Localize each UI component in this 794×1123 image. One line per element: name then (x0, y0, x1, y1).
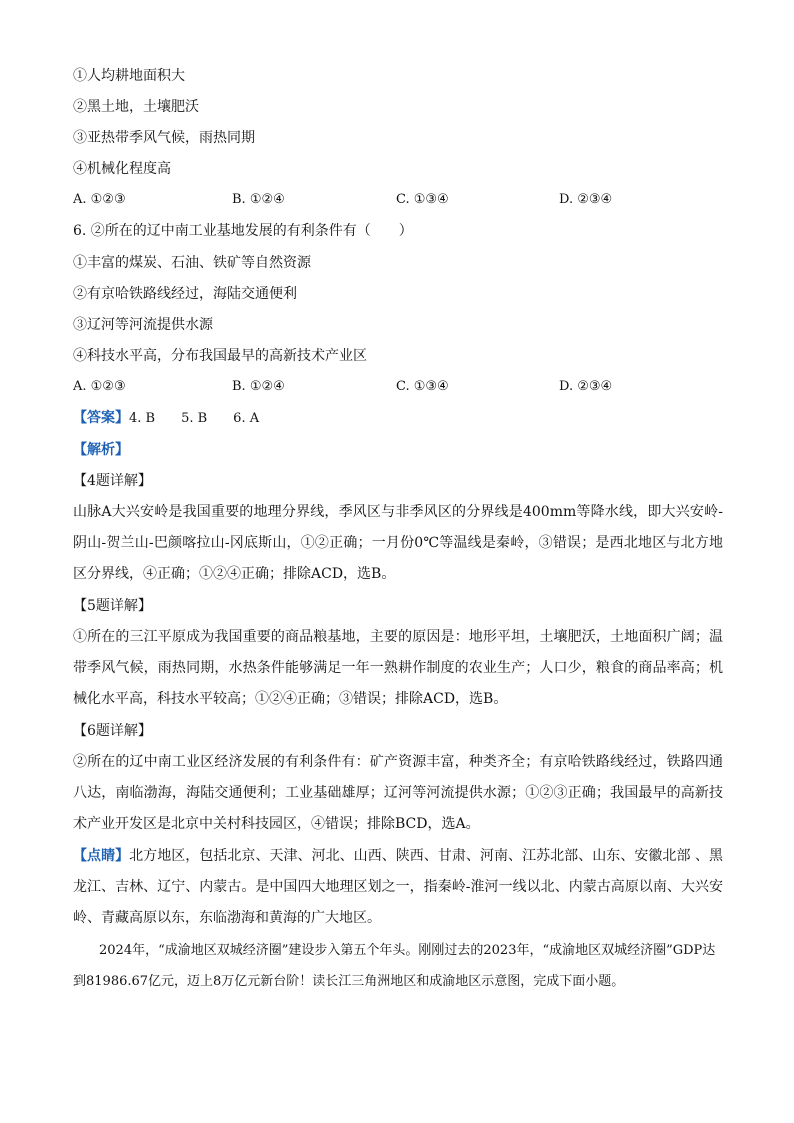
q5-choice-d: D. ②③④ (559, 192, 613, 207)
q6-choice-a: A. ①②③ (73, 379, 126, 394)
q6-item-2: ②有京哈铁路线经过，海陆交通便利 (73, 286, 297, 302)
q6-choice-d: D. ②③④ (559, 379, 613, 394)
q5-option-4: ④机械化程度高 (73, 161, 171, 177)
q6-item-3: ③辽河等河流提供水源 (73, 317, 213, 333)
q6-item-4: ④科技水平高，分布我国最早的高新技术产业区 (73, 348, 367, 364)
dianjing-label: 【点睛】 (73, 848, 130, 864)
q6-detail-text: ②所在的辽中南工业区经济发展的有利条件有：矿产资源丰富，种类齐全；有京哈铁路线经过，铁路四通八达，南临渤海，海陆交通便利；工业基础雄厚；辽河等河流提供水源；①②③正确；我国最早的高新技术产业开发区是北京中关村科技园区，④错误；排除BCD，选A。 (73, 754, 723, 832)
answer-text: 4. B 5. B 6. A (129, 411, 260, 426)
q4-detail-label: 【4题详解】 (73, 473, 152, 489)
next-question-intro: 2024年，“成渝地区双城经济圈”建设步入第五个年头。刚刚过去的2023年，“成渝地区双城经济圈”GDP达到81986.67亿元，迈上8万亿元新台阶！读长江三角洲地区和成渝地区示意图，完成下面小题。 (73, 943, 716, 989)
q5-choice-c: C. ①③④ (396, 192, 449, 207)
q6-choice-c: C. ①③④ (396, 379, 449, 394)
q5-choice-a: A. ①②③ (73, 192, 126, 207)
q4-detail-text: 山脉A大兴安岭是我国重要的地理分界线，季风区与非季风区的分界线是400mm等降水线，即大兴安岭-阴山-贺兰山-巴颜喀拉山-冈底斯山，①②正确；一月份0℃等温线是秦岭，③错误；是西北地区与北方地区分界线，④正确；①②④正确；排除ACD，选B。 (73, 504, 723, 582)
q5-choice-b: B. ①②④ (232, 192, 285, 207)
q6-choice-b: B. ①②④ (232, 379, 285, 394)
q5-option-2: ②黑土地，土壤肥沃 (73, 99, 199, 115)
q6-stem: 6. ②所在的辽中南工业基地发展的有利条件有（ ） (73, 223, 413, 239)
answer-line (73, 408, 259, 429)
q6-item-1: ①丰富的煤炭、石油、铁矿等自然资源 (73, 255, 311, 271)
q5-detail-text: ①所在的三江平原成为我国重要的商品粮基地，主要的原因是：地形平坦，土壤肥沃，土地面积广阔；温带季风气候，雨热同期，水热条件能够满足一年一熟耕作制度的农业生产；人口少，粮食的商品率高；机械化水平高，科技水平较高；①②④正确；③错误；排除ACD，选B。 (73, 629, 723, 707)
q6-detail-label: 【6题详解】 (73, 723, 152, 739)
analysis-label: 【解析】 (73, 442, 129, 458)
dianjing-text: 北方地区，包括北京、天津、河北、山西、陕西、甘肃、河南、江苏北部、山东、安徽北部 、黑龙江、吉林、辽宁、内蒙古。是中国四大地理区划之一，指秦岭-淮河一线以北、内蒙古高原以南、大兴安岭、青藏高原以东，东临渤海和黄海的广大地区。 (73, 848, 724, 926)
answer-label: 【答案】 (73, 410, 129, 426)
q5-option-3: ③亚热带季风气候，雨热同期 (73, 130, 255, 146)
q5-option-1: ①人均耕地面积大 (73, 68, 185, 84)
q5-detail-label: 【5题详解】 (73, 598, 152, 614)
dianjing-block (73, 841, 723, 934)
